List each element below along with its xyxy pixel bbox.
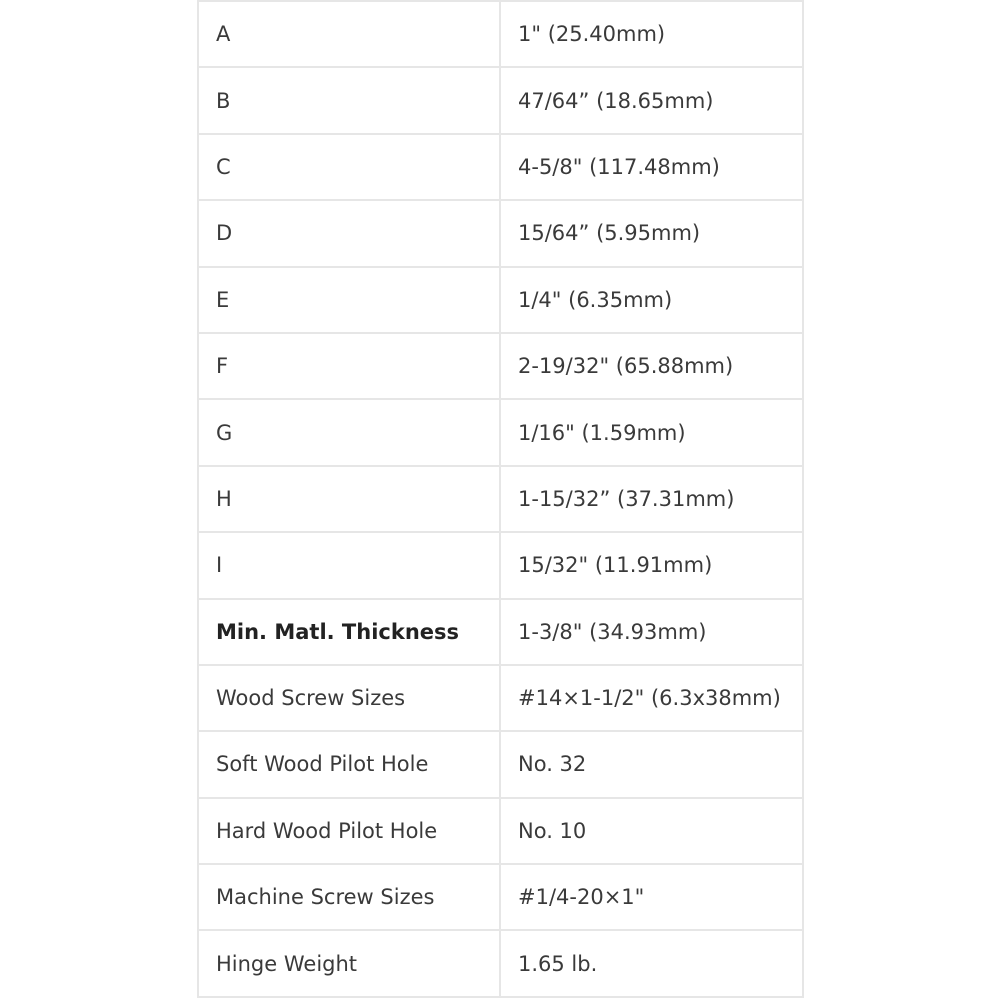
spec-label: Hard Wood Pilot Hole [198, 798, 500, 864]
spec-label: G [198, 399, 500, 465]
table-row [198, 930, 803, 996]
table-row [198, 665, 803, 731]
spec-label: E [198, 267, 500, 333]
table-row [198, 333, 803, 399]
spec-value: 1-3/8" (34.93mm) [500, 599, 803, 665]
spec-label: Soft Wood Pilot Hole [198, 731, 500, 797]
spec-value: 1/16" (1.59mm) [500, 399, 803, 465]
table-row [198, 399, 803, 465]
spec-label: B [198, 67, 500, 133]
spec-value: 2-19/32" (65.88mm) [500, 333, 803, 399]
table-row [198, 532, 803, 598]
spec-label: C [198, 134, 500, 200]
spec-label: Hinge Weight [198, 930, 500, 996]
spec-label: H [198, 466, 500, 532]
spec-value: 15/64” (5.95mm) [500, 200, 803, 266]
spec-value: 15/32" (11.91mm) [500, 532, 803, 598]
spec-value: No. 32 [500, 731, 803, 797]
spec-label: Machine Screw Sizes [198, 864, 500, 930]
table-row [198, 731, 803, 797]
table-row [198, 798, 803, 864]
table-row [198, 1, 803, 67]
spec-value: 1" (25.40mm) [500, 1, 803, 67]
spec-label: F [198, 333, 500, 399]
table-row [198, 134, 803, 200]
spec-label: I [198, 532, 500, 598]
table-row [198, 599, 803, 665]
spec-label-min-thickness: Min. Matl. Thickness [198, 599, 500, 665]
hinge-spec-table [197, 0, 804, 998]
spec-value: #1/4-20×1" [500, 864, 803, 930]
spec-value: 1/4" (6.35mm) [500, 267, 803, 333]
spec-value: 1.65 lb. [500, 930, 803, 996]
spec-label: A [198, 1, 500, 67]
spec-label: Wood Screw Sizes [198, 665, 500, 731]
table-row [198, 267, 803, 333]
table-row [198, 466, 803, 532]
spec-value: 4-5/8" (117.48mm) [500, 134, 803, 200]
spec-value: No. 10 [500, 798, 803, 864]
spec-value: 1-15/32” (37.31mm) [500, 466, 803, 532]
table-row [198, 864, 803, 930]
spec-value: #14×1-1/2" (6.3x38mm) [500, 665, 803, 731]
table-row [198, 67, 803, 133]
table-row [198, 200, 803, 266]
spec-label: D [198, 200, 500, 266]
spec-value: 47/64” (18.65mm) [500, 67, 803, 133]
